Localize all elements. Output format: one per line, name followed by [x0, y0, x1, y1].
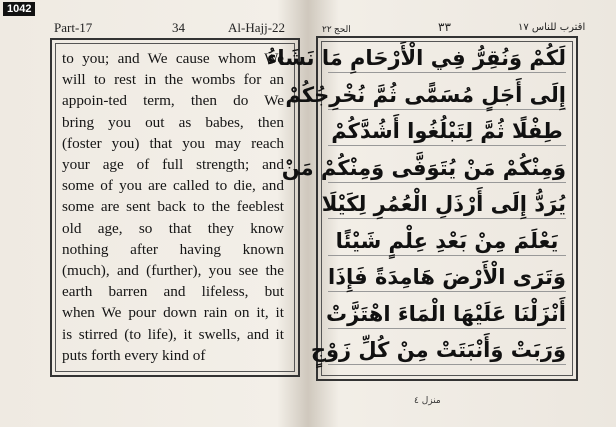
surah-label-ar: الحج ٢٢ [322, 24, 351, 34]
translation-line: is stirred (to life), it swells, and it [62, 325, 284, 343]
translation-line: your age of full strength; and [62, 156, 284, 174]
translation-line: old age, so that they know [62, 219, 284, 237]
arabic-line: يَعْلَمَ مِنْ بَعْدِ عِلْمٍ شَيْئًا [328, 227, 566, 256]
translation-line: (foster you) that you may reach [62, 134, 284, 152]
arabic-line: أَنْزَلْنَا عَلَيْهَا الْمَاءَ اهْتَزَّتْ [328, 300, 566, 329]
translation-line: appoin-ted term, then do We [62, 92, 284, 110]
arabic-line: وَرَبَتْ وَأَنْبَتَتْ مِنْ كُلِّ زَوْجٍ [328, 336, 566, 365]
translation-line: some of you are called to die, and [62, 177, 284, 195]
arabic-text-block [266, 40, 572, 377]
translation-line: bring you out as babes, then [62, 113, 284, 131]
translation-line: some are sent back to the feeblest [62, 198, 284, 216]
arabic-line: يُرَدُّ إِلَى أَرْذَلِ الْعُمُرِ لِكَيْلَا [328, 190, 566, 219]
arabic-line: طِفْلًا ثُمَّ لِتَبْلُغُوا أَشُدَّكُمْ [328, 117, 566, 146]
translation-line: when We pour down rain on it, it [62, 304, 284, 322]
part-label: Part-17 [54, 20, 93, 35]
translation-line: nothing after having known [62, 240, 284, 258]
translation-line: to you; and We cause whom We [62, 50, 284, 67]
arabic-line: وَمِنْكُمْ مَنْ يُتَوَفَّى وَمِنْكُمْ مَنْ [328, 154, 566, 183]
arabic-line: وَتَرَى الْأَرْضَ هَامِدَةً فَإِذَا [328, 263, 566, 292]
arabic-line: لَكُمْ وَنُقِرُّ فِي الْأَرْحَامِ مَا نَشَاءُ [328, 44, 566, 73]
translation-line: (much), and (further), you see the [62, 262, 284, 280]
translation-line: earth barren and lifeless, but [62, 283, 284, 301]
part-label-ar: اقترب للناس ١٧ [518, 22, 586, 33]
surah-label: Al-Hajj-22 [228, 20, 286, 35]
page-number-right: ٣٣ [438, 20, 451, 34]
page-number-left: 34 [172, 20, 185, 35]
translation-line: puts forth every kind of [62, 346, 206, 364]
image-number-badge: 1042 [3, 2, 35, 16]
arabic-line: إِلَى أَجَلٍ مُسَمًّى ثُمَّ نُخْرِجُكُمْ [328, 81, 566, 110]
translation-line: will to rest in the wombs for an [62, 71, 284, 89]
translation-text [62, 48, 284, 366]
manzil-marker: منزل ٤ [414, 396, 441, 406]
